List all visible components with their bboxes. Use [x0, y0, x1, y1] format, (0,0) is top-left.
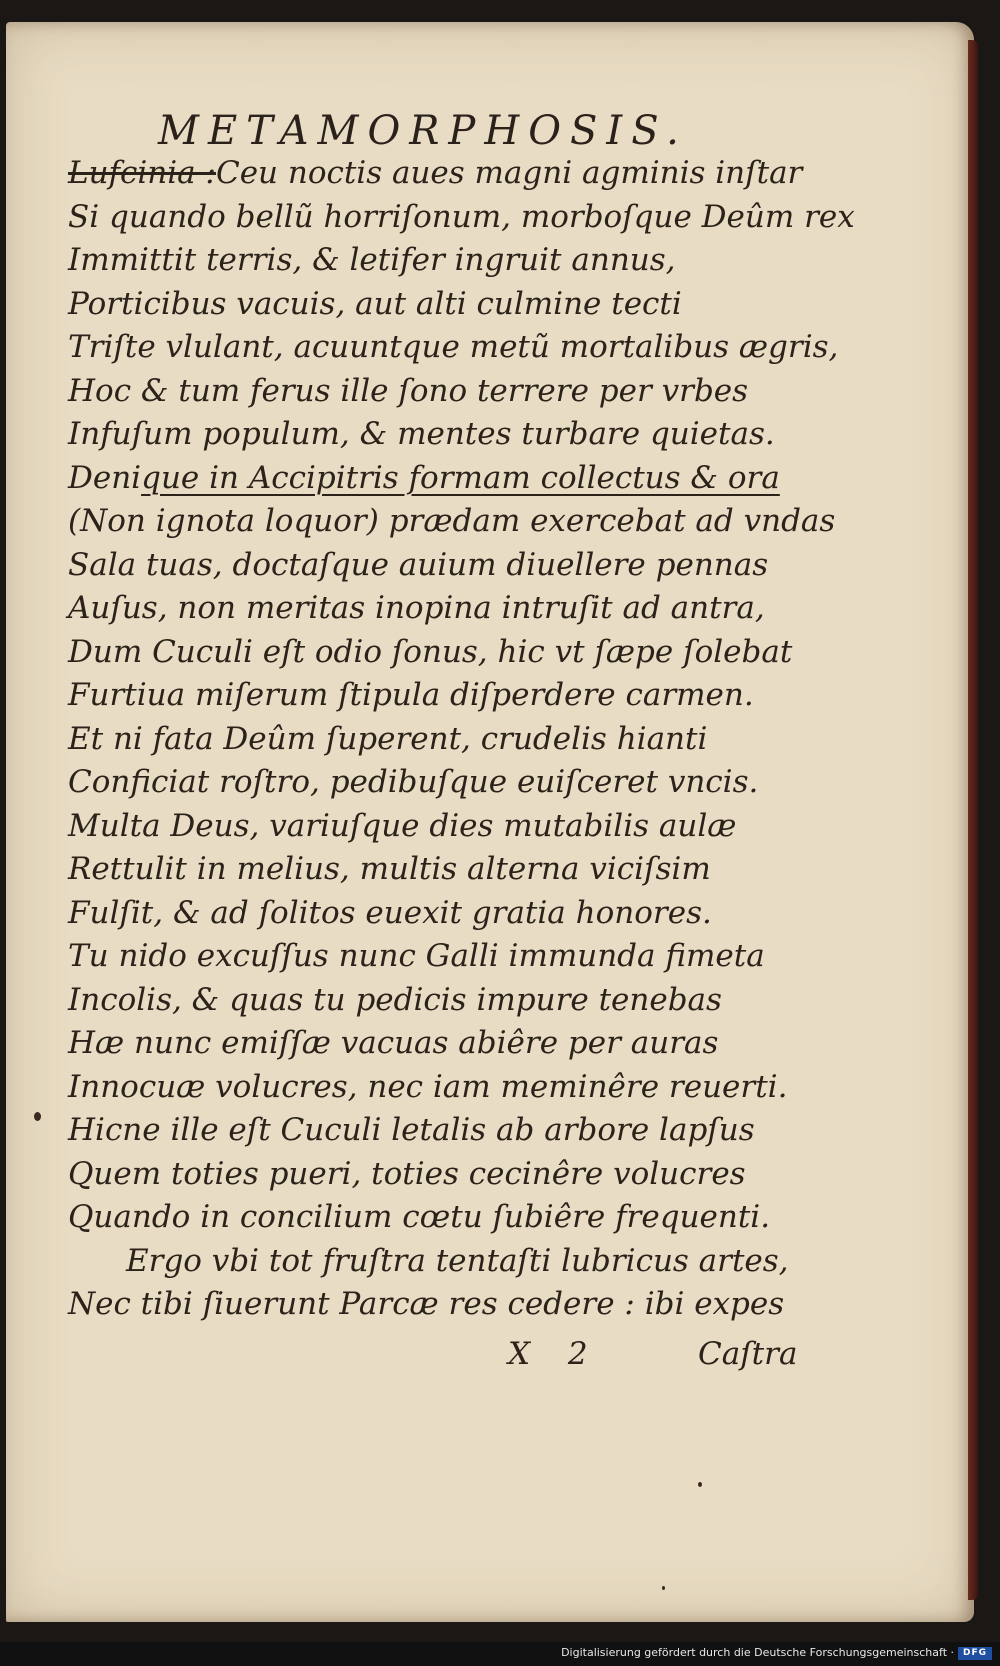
verse-line-text: Infuſum populum, & mentes turbare quietas. — [68, 416, 775, 452]
verse-line — [68, 1196, 788, 1240]
verse-line-text: Triſte vlulant, acuuntque metũ mortalibus ægris, — [68, 329, 839, 365]
verse-line — [68, 370, 788, 414]
verse-line — [68, 326, 839, 370]
verse-line-text: Porticibus vacuis, aut alti culmine tecti — [68, 285, 682, 322]
verse-line — [68, 283, 788, 327]
verse-line — [68, 979, 788, 1023]
verse-line-text: Ceu noctis aues magni agminis inſtar — [215, 155, 803, 191]
verse-line-text: Deni — [68, 459, 142, 496]
verse-line — [68, 848, 788, 892]
verse-line — [68, 457, 788, 501]
verse-line-text: Immittit terris, & letifer ingruit annus, — [68, 242, 676, 278]
verse-line-text: Furtiua miſerum ſtipula diſperdere carmen. — [68, 677, 754, 713]
verse-line — [68, 1240, 788, 1284]
catchword: Caſtra — [698, 1336, 798, 1372]
verse-line-text: Tu nido excuſſus nunc Galli immunda fimeta — [68, 938, 765, 974]
struck-annotation: Lufcinia : — [68, 155, 216, 191]
verse-line-text: Ergo vbi tot fruſtra tentaſti lubricus artes, — [126, 1242, 789, 1279]
verse-line — [68, 631, 793, 675]
verse-line-text: Sala tuas, doctaſque auium diuellere pennas — [68, 546, 769, 583]
verse-line — [68, 674, 788, 718]
paper-speck — [698, 1482, 702, 1487]
verse-line-text: Et ni fata Deûm ſuperent, crudelis hianti — [68, 720, 708, 757]
verse-line-text: Si quando bellũ horriſonum, morboſque Deûm rex — [68, 198, 855, 235]
verse-line — [68, 1066, 788, 1110]
verse-line-text: Fulſit, & ad ſolitos euexit gratia honores. — [68, 894, 712, 931]
verse-line — [68, 152, 803, 196]
verse-line-text: Hæ nunc emiſſæ vacuas abiêre per auras — [68, 1025, 719, 1061]
verse-line-text: Hicne ille eſt Cuculi letalis ab arbore lapſus — [68, 1112, 755, 1148]
underlined-passage: que in Accipitris formam collectus & ora — [141, 459, 780, 496]
binding-edge — [968, 40, 978, 1600]
verse-line-text: Nec tibi ſiuerunt Parcæ res cedere : ibi expes — [68, 1286, 785, 1322]
verse-line — [68, 761, 788, 805]
verse-line — [68, 1153, 788, 1197]
verse-line-text: Hoc & tum ferus ille ſono terrere per vrbes — [68, 372, 749, 409]
verse-line-text: Dum Cuculi eſt odio ſonus, hic vt ſæpe ſolebat — [68, 633, 793, 670]
verse-line-text: Incolis, & quas tu pedicis impure tenebas — [68, 981, 722, 1018]
verse-line — [68, 935, 788, 979]
verse-line-text: Auſus, non meritas inopina intruſit ad antra, — [68, 590, 765, 626]
verse-line — [68, 718, 788, 762]
verse-line-text: Quem toties pueri, toties cecinêre volucres — [68, 1155, 746, 1192]
verse-line — [68, 805, 788, 849]
running-head: METAMORPHOSIS. — [158, 108, 688, 154]
verse-line-text: Innocuæ volucres, nec iam meminêre reuerti. — [68, 1068, 788, 1105]
verse-text-block — [68, 152, 855, 1327]
verse-line-text: (Non ignota loquor) prædam exercebat ad vndas — [68, 503, 836, 539]
verse-line-text: Rettulit in melius, multis alterna viciſsim — [68, 851, 711, 887]
paper-speck — [34, 1112, 41, 1121]
digitization-credit: Digitalisierung gefördert durch die Deutsche Forschungsgemeinschaft · — [561, 1646, 954, 1659]
verse-line — [68, 544, 788, 588]
verse-line — [68, 1109, 788, 1153]
verse-line — [68, 892, 788, 936]
verse-line — [68, 587, 788, 631]
paper-speck — [662, 1586, 665, 1590]
verse-line — [68, 1283, 788, 1327]
verse-line — [68, 239, 788, 283]
verse-line — [68, 413, 788, 457]
verse-line — [68, 500, 836, 544]
dfg-logo: DFG — [958, 1647, 992, 1660]
verse-line — [68, 196, 855, 240]
verse-line — [68, 1022, 788, 1066]
verse-line-text: Multa Deus, variuſque dies mutabilis aulæ — [68, 807, 737, 844]
verse-line-text: Conficiat roſtro, pedibuſque euiſceret vncis. — [68, 764, 759, 800]
signature-mark: X 2 — [508, 1336, 602, 1372]
verse-line-text: Quando in concilium cœtu ſubiêre frequenti. — [68, 1199, 771, 1235]
